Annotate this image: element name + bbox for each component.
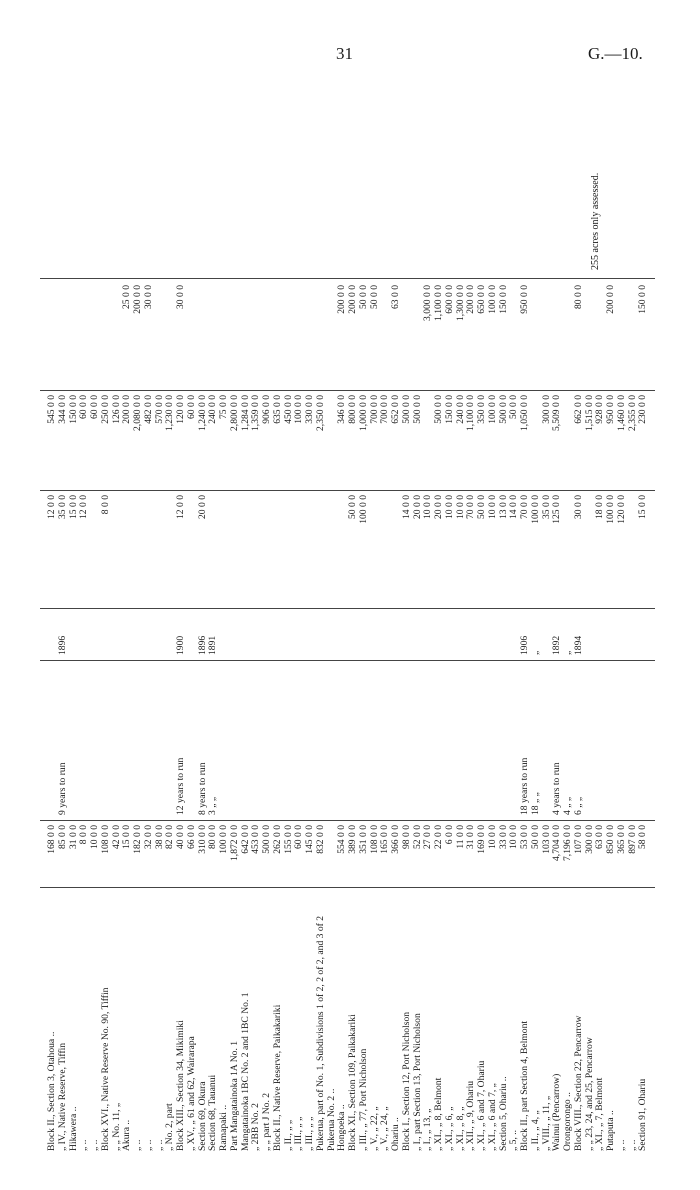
cell-desc: „ I., „ 13, „ [422, 1108, 434, 1151]
cell-desc: „ .. [142, 1139, 154, 1151]
cell-area: 80 0 0 [207, 825, 219, 849]
cell-desc: Block II., Section 3, Otahoua .. [46, 1031, 57, 1151]
cell-year: 1891 [207, 635, 219, 655]
cell-v2: 662 0 0 [572, 395, 584, 424]
cell-v2: 230 0 0 [637, 395, 649, 424]
cell-desc: Hongoeka .. [336, 1104, 348, 1151]
cell-year: 1900 [175, 635, 186, 655]
cell-v2: 1,240 0 0 [196, 395, 208, 431]
cell-v1: 70 0 0 [519, 495, 530, 519]
cell-v2: 2,350 0 0 [314, 395, 326, 431]
cell-v2: 330 0 0 [304, 395, 315, 424]
cell-year: 1906 [519, 635, 530, 655]
cell-area: 182 0 0 [132, 825, 143, 854]
cell-v1: 12 0 0 [46, 495, 57, 519]
cell-v2: 250 0 0 [99, 395, 111, 424]
cell-v1: 10 0 0 [486, 495, 498, 519]
cell-v2: 700 0 0 [379, 395, 391, 424]
cell-desc: „ V., „ 24, „ [379, 1106, 391, 1151]
cell-v1: 100 0 0 [529, 495, 541, 524]
cell-desc: „ .. [78, 1139, 90, 1151]
cell-v1: 20 0 0 [433, 495, 444, 519]
cell-v3: 200 0 0 [336, 285, 348, 314]
cell-desc: Orongorongo .. [562, 1092, 573, 1151]
cell-desc: „ .. [153, 1139, 165, 1151]
cell-v3: 650 0 0 [476, 285, 487, 314]
cell-v1: 50 0 0 [347, 495, 358, 519]
cell-term: 4 years to run [551, 762, 563, 815]
cell-v2: 950 0 0 [605, 395, 616, 424]
cell-area: 66 0 0 [185, 825, 197, 849]
cell-v2: 1,100 0 0 [465, 395, 477, 431]
cell-v2: 700 0 0 [368, 395, 380, 424]
cell-v3: 150 0 0 [497, 285, 509, 314]
cell-area: 165 0 0 [379, 825, 391, 854]
cell-desc: „ XI., „ 7, Belmont [594, 1077, 606, 1151]
cell-area: 389 0 0 [347, 825, 358, 854]
cell-desc: „ .. [132, 1139, 143, 1151]
cell-v3: 30 0 0 [142, 285, 154, 309]
cell-v2: 635 0 0 [271, 395, 283, 424]
cell-area: 53 0 0 [519, 825, 530, 849]
cell-area: 1,872 0 0 [228, 825, 240, 861]
cell-area: 15 0 0 [121, 825, 133, 849]
cell-v3: 50 0 0 [368, 285, 380, 309]
cell-area: 169 0 0 [476, 825, 487, 854]
cell-area: 60 0 0 [293, 825, 305, 849]
cell-v2: 450 0 0 [282, 395, 294, 424]
cell-v2: 2,355 0 0 [626, 395, 638, 431]
cell-v2: 800 0 0 [347, 395, 358, 424]
cell-v2: 906 0 0 [261, 395, 272, 424]
cell-area: 351 0 0 [357, 825, 369, 854]
cell-area: 103 0 0 [540, 825, 552, 854]
cell-area: 10 0 0 [486, 825, 498, 849]
cell-area: 33 0 0 [497, 825, 509, 849]
cell-v2: 120 0 0 [175, 395, 186, 424]
cell-v1: 15 0 0 [637, 495, 649, 519]
cell-v2: 60 0 0 [78, 395, 90, 419]
cell-v1: 35 0 0 [56, 495, 68, 519]
cell-desc: „ V., „ 22, „ [368, 1106, 380, 1151]
cell-v1: 13 0 0 [497, 495, 509, 519]
cell-area: 85 0 0 [56, 825, 68, 849]
cell-v2: 60 0 0 [89, 395, 100, 419]
cell-v2: 1,284 0 0 [239, 395, 251, 431]
cell-v3: 950 0 0 [519, 285, 530, 314]
cell-v1: 20 0 0 [411, 495, 423, 519]
cell-area: 50 0 0 [529, 825, 541, 849]
cell-desc: „ II., „ „ [282, 1119, 294, 1151]
cell-v3: 200 0 0 [132, 285, 143, 314]
cell-v2: 150 0 0 [67, 395, 79, 424]
cell-desc: Section 5, Ohariu .. [497, 1076, 509, 1151]
cell-desc: „ XI., „ 8, Belmont [433, 1077, 444, 1151]
cell-v3: 63 0 0 [390, 285, 401, 309]
cell-year: „ [529, 650, 541, 655]
cell-v2: 240 0 0 [454, 395, 466, 424]
cell-desc: Section 91, Ohariu [637, 1078, 649, 1151]
cell-v2: 928 0 0 [594, 395, 606, 424]
cell-desc: Block XI., Section 109, Paikakariki [347, 1014, 358, 1151]
cell-v3: 1,100 0 0 [433, 285, 444, 321]
cell-area: 145 0 0 [304, 825, 315, 854]
cell-v1: 14 0 0 [400, 495, 412, 519]
cell-desc: „ „ part J No. 2 [261, 1092, 272, 1151]
cell-v1: 125 0 0 [551, 495, 563, 524]
cell-v2: 150 0 0 [443, 395, 455, 424]
cell-area: 8 0 0 [78, 825, 90, 845]
cell-area: 365 0 0 [615, 825, 627, 854]
cell-desc: Block VIII., Section 22, Pencarrow [572, 1015, 584, 1151]
cell-desc: „ „ No. 11, „ [110, 1102, 122, 1151]
cell-v1: 12 0 0 [175, 495, 186, 519]
document-reference: G.—10. [588, 44, 643, 63]
cell-desc: Akura .. [121, 1119, 133, 1151]
cell-area: 554 0 0 [336, 825, 348, 854]
cell-desc: Section 69, Okura [196, 1081, 208, 1151]
cell-year: 1894 [572, 635, 584, 655]
cell-area: 300 0 0 [583, 825, 595, 854]
cell-desc: Part Mangatainoka 1A No. 1 [228, 1040, 240, 1151]
cell-v3: 200 0 0 [465, 285, 477, 314]
rotated-land-table [40, 125, 655, 1155]
cell-desc: Pukerua No. 2 .. [325, 1088, 337, 1151]
cell-v2: 1,230 0 0 [164, 395, 176, 431]
cell-v2: 100 0 0 [486, 395, 498, 424]
cell-v3: 150 0 0 [637, 285, 649, 314]
cell-v2: 126 0 0 [110, 395, 122, 424]
cell-desc: Block II., Native Reserve, Paikakariki [271, 1004, 283, 1151]
cell-area: 38 0 0 [153, 825, 165, 849]
cell-v3: 1,300 0 0 [454, 285, 466, 321]
cell-v2: 1,050 0 0 [519, 395, 530, 431]
cell-area: 31 0 0 [465, 825, 477, 849]
cell-area: 52 0 0 [411, 825, 423, 849]
cell-v3: 30 0 0 [175, 285, 186, 309]
cell-desc: Section 68, Tauanui [207, 1074, 219, 1151]
cell-desc: „ XII., „ 9, Ohariu [465, 1080, 477, 1151]
cell-term: 8 years to run [196, 762, 208, 815]
cell-v1: 50 0 0 [476, 495, 487, 519]
table-body [40, 125, 655, 1155]
cell-v1: 35 0 0 [540, 495, 552, 519]
cell-term: 12 years to run [175, 757, 186, 815]
cell-area: 500 0 0 [261, 825, 272, 854]
cell-desc: „ XI., „ 6 and 7, Ohariu [476, 1060, 487, 1151]
cell-term: 18 „ „ [529, 792, 541, 815]
cell-area: 108 0 0 [368, 825, 380, 854]
cell-v2: 500 0 0 [400, 395, 412, 424]
cell-desc: Block II., part Section 4, Belmont [519, 1020, 530, 1151]
cell-desc: Block I., Section 12, Port Nicholson [400, 1011, 412, 1151]
cell-term: 9 years to run [56, 762, 68, 815]
cell-v1: 14 0 0 [508, 495, 520, 519]
cell-desc: Ohariu .. [390, 1117, 401, 1151]
cell-desc: „ IV., Native Reserve, Tiffin [56, 1042, 68, 1151]
cell-v2: 344 0 0 [56, 395, 68, 424]
cell-v1: 20 0 0 [196, 495, 208, 519]
cell-area: 11 0 0 [454, 825, 466, 849]
cell-desc: „ I., part Section 13, Port Nicholson [411, 1013, 423, 1151]
cell-area: 82 0 0 [164, 825, 176, 849]
cell-area: 42 0 0 [110, 825, 122, 849]
table-row [637, 125, 649, 1155]
cell-v1: 8 0 0 [99, 495, 111, 515]
cell-v1: 15 0 0 [67, 495, 79, 519]
cell-term: 3 „ „ [207, 796, 219, 815]
cell-desc: Hikawera .. [67, 1106, 79, 1151]
cell-v2: 482 0 0 [142, 395, 154, 424]
cell-area: 10 0 0 [508, 825, 520, 849]
cell-year: „ [562, 650, 573, 655]
cell-v2: 75 0 0 [218, 395, 229, 419]
cell-desc: „ No. 2, part [164, 1103, 176, 1151]
cell-area: 642 0 0 [239, 825, 251, 854]
cell-v2: 2,800 0 0 [228, 395, 240, 431]
cell-desc: „ III., „ „ [293, 1116, 305, 1151]
cell-area: 310 0 0 [196, 825, 208, 854]
cell-desc: Putaputa .. [605, 1110, 616, 1151]
cell-desc: „ XV., „ 61 and 62, Wairarapa [185, 1036, 197, 1151]
cell-area: 7,196 0 0 [562, 825, 573, 861]
cell-area: 6 0 0 [443, 825, 455, 845]
cell-term: 6 „ „ [572, 796, 584, 815]
cell-v1: 100 0 0 [357, 495, 369, 524]
cell-area: 63 0 0 [594, 825, 606, 849]
cell-area: 31 0 0 [67, 825, 79, 849]
assessment-note: 255 acres only assessed. [590, 172, 601, 270]
cell-v2: 570 0 0 [153, 395, 165, 424]
cell-v2: 1,359 0 0 [250, 395, 262, 431]
cell-desc: Block XVI., Native Reserve No. 90, Tiffin [99, 987, 111, 1151]
cell-area: 32 0 0 [142, 825, 154, 849]
cell-area: 98 0 0 [400, 825, 412, 849]
cell-v1: 10 0 0 [422, 495, 434, 519]
cell-v2: 240 0 0 [207, 395, 219, 424]
cell-area: 897 0 0 [626, 825, 638, 854]
cell-area: 10 0 0 [89, 825, 100, 849]
cell-area: 100 0 0 [218, 825, 229, 854]
cell-v1: 120 0 0 [615, 495, 627, 524]
cell-v2: 100 0 0 [293, 395, 305, 424]
cell-v1: 30 0 0 [572, 495, 584, 519]
cell-v3: 200 0 0 [347, 285, 358, 314]
cell-desc: „ 2BB No. 2 [250, 1103, 262, 1151]
cell-v2: 500 0 0 [411, 395, 423, 424]
cell-v3: 50 0 0 [357, 285, 369, 309]
cell-v2: 545 0 0 [46, 395, 57, 424]
cell-v1: 10 0 0 [443, 495, 455, 519]
cell-area: 168 0 0 [46, 825, 57, 854]
cell-desc: Ramapaki .. [218, 1104, 229, 1151]
cell-desc: Mangatainoka 1BC No. 2 and 1BC No. 1 [239, 992, 251, 1151]
page-number: 31 [336, 44, 353, 63]
cell-v2: 346 0 0 [336, 395, 348, 424]
cell-v1: 12 0 0 [78, 495, 90, 519]
cell-desc: „ XI., „ 6, „ [443, 1106, 455, 1151]
cell-v2: 200 0 0 [121, 395, 133, 424]
cell-v2: 1,515 0 0 [583, 395, 595, 431]
cell-v1: 70 0 0 [465, 495, 477, 519]
cell-term: 18 years to run [519, 757, 530, 815]
cell-v3: 80 0 0 [572, 285, 584, 309]
cell-v2: 5,509 0 0 [551, 395, 563, 431]
cell-term: 4 „ „ [562, 796, 573, 815]
cell-v2: 652 0 0 [390, 395, 401, 424]
cell-v2: 1,460 0 0 [615, 395, 627, 431]
cell-year: 1896 [56, 635, 68, 655]
cell-area: 107 0 0 [572, 825, 584, 854]
cell-v3: 3,000 0 0 [422, 285, 434, 321]
cell-desc: „ XI., „ 8, „ [454, 1106, 466, 1151]
cell-v3: 100 0 0 [486, 285, 498, 314]
cell-area: 262 0 0 [271, 825, 283, 854]
cell-v3: 25 0 0 [121, 285, 133, 309]
cell-area: 27 0 0 [422, 825, 434, 849]
cell-desc: „ II., „ 4, „ [529, 1110, 541, 1151]
cell-v2: 500 0 0 [497, 395, 509, 424]
cell-v2: 350 0 0 [476, 395, 487, 424]
cell-desc: „ VIII., „ 11, „ [540, 1095, 552, 1151]
cell-v3: 600 0 0 [443, 285, 455, 314]
cell-area: 155 0 0 [282, 825, 294, 854]
cell-desc: Pukerua, part of No. 1, Subdivisions 1 of 2, 2 of 2, and 3 of 2 [314, 915, 326, 1151]
cell-area: 850 0 0 [605, 825, 616, 854]
cell-v2: 50 0 0 [508, 395, 520, 419]
cell-desc: „ .. [626, 1139, 638, 1151]
cell-desc: „ 5, .. [508, 1129, 520, 1151]
cell-desc: Wainui (Pencarrow) [551, 1073, 563, 1151]
cell-area: 40 0 0 [175, 825, 186, 849]
cell-desc: Block XIII., Section 34, Mikimiki [175, 1020, 186, 1151]
cell-area: 453 0 0 [250, 825, 262, 854]
cell-desc: „ .. [615, 1139, 627, 1151]
cell-desc: „ III., „ „ [304, 1116, 315, 1151]
cell-v1: 10 0 0 [454, 495, 466, 519]
cell-v2: 300 0 0 [540, 395, 552, 424]
cell-desc: „ XI., „ 6 and 7, „ [486, 1083, 498, 1151]
cell-desc: „ „ 23, 24, and 25, Pencarrow [583, 1037, 595, 1151]
cell-desc: „ III., „ 77, Port Nicholson [357, 1048, 369, 1151]
cell-desc: „ .. [89, 1139, 100, 1151]
cell-area: 366 0 0 [390, 825, 401, 854]
cell-v2: 500 0 0 [433, 395, 444, 424]
cell-year: 1896 [196, 635, 208, 655]
cell-area: 58 0 0 [637, 825, 649, 849]
cell-v3: 200 0 0 [605, 285, 616, 314]
cell-v1: 100 0 0 [605, 495, 616, 524]
cell-area: 4,704 0 0 [551, 825, 563, 861]
cell-area: 108 0 0 [99, 825, 111, 854]
cell-area: 832 0 0 [314, 825, 326, 854]
cell-area: 22 0 0 [433, 825, 444, 849]
cell-v2: 1,000 0 0 [357, 395, 369, 431]
cell-v2: 2,080 0 0 [132, 395, 143, 431]
cell-year: 1892 [551, 635, 563, 655]
cell-v2: 60 0 0 [185, 395, 197, 419]
cell-v1: 18 0 0 [594, 495, 606, 519]
